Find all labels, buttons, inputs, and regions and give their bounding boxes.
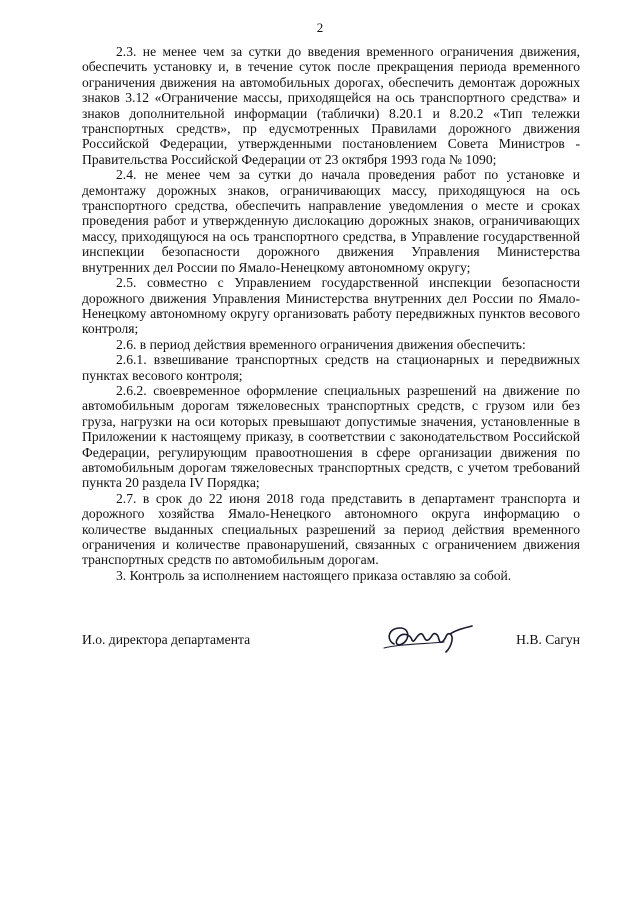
signatory-role: И.о. директора департамента	[82, 632, 251, 647]
paragraph-2-6-2: 2.6.2. своевременное оформление специальных разрешений на движение по автомобильным дорогам тяжеловесных транспортных средств, с грузом или без груза, нагрузки на оси которых превышают допустимые значения, установленные в Приложении к настоящему приказу, в соответствии с законодательством Российской Федерации, регулирующим правоотношения в сфере организации движения по автомобильным дорогам тяжеловесных транспортных средств, с учетом требований пункта 20 раздела IV Порядка;	[82, 382, 580, 491]
paragraph-2-7: 2.7. в срок до 22 июня 2018 года представить в департамент транспорта и дорожного хозяйства Ямало-Ненецкого автономного округа информацию о количестве выданных специальных разрешений за период действия временного ограничения и количестве правонарушений, связанных с ограничением движения транспортных средств по автомобильным дорогам.	[82, 490, 580, 568]
paragraph-2-6: 2.6. в период действия временного ограничения движения обеспечить:	[116, 336, 526, 352]
paragraph-3: 3. Контроль за исполнением настоящего приказа оставляю за собой.	[116, 567, 512, 583]
page-number: 2	[316, 20, 324, 35]
handwritten-signature	[380, 618, 476, 658]
paragraph-2-3: 2.3. не менее чем за сутки до введения временного ограничения движения, обеспечить установку и, в течение суток после прекращения периода временного ограничения движения на автомобильных дорогах, обеспечить демонтаж дорожных знаков 3.12 «Ограничение массы, приходящейся на ось транспортного средства» и знаков дополнительной информации (таблички) 8.20.1 и 8.20.2 «Тип тележки транспортных средств», пр едусмотренных Правилами дорожного движения Российской Федерации, утвержденными постановлением Совета Министров - Правительства Российской Федерации от 23 октября 1993 года № 1090;	[82, 44, 580, 167]
document-body	[82, 44, 580, 583]
signature-block	[82, 622, 580, 662]
paragraph-2-6-1: 2.6.1. взвешивание транспортных средств на стационарных и передвижных пунктах весового контроля;	[82, 352, 580, 383]
paragraph-2-4: 2.4. не менее чем за сутки до начала проведения работ по установке и демонтажу дорожных знаков, ограничивающих массу, приходящуюся на ось транспортного средства, обеспечить направление уведомления о месте и сроках проведения работ и утвержденную дислокацию дорожных знаков, ограничивающих массу, приходящуюся на ось транспортного средства, в Управление государственной инспекции безопасности дорожного движения Управления Министерства внутренних дел России по Ямало-Ненецкому автономному округу;	[82, 167, 580, 275]
paragraph-2-5: 2.5. совместно с Управлением государственной инспекции безопасности дорожного движения Управления Министерства внутренних дел России по Ямало-Ненецкому автономному округу организовать работу передвижных пунктов весового контроля;	[82, 275, 580, 337]
signatory-name: Н.В. Сагун	[516, 632, 580, 647]
